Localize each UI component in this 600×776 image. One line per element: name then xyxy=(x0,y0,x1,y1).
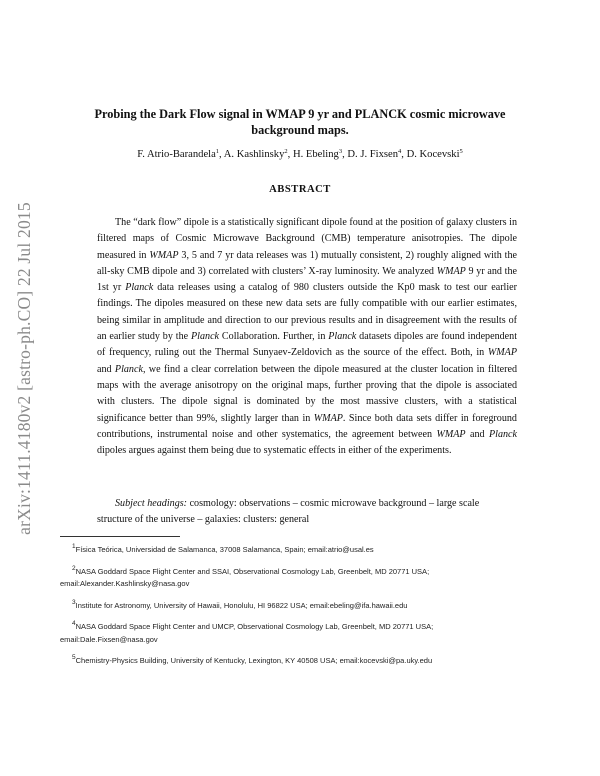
mission-name: Planck xyxy=(328,331,357,343)
footnote-mark: 5 xyxy=(72,654,76,661)
subject-headings-text: cosmology: observations – cosmic microwave background – large scale structure of the universe – galaxies: clusters: general xyxy=(97,498,480,525)
author-separator: , xyxy=(219,149,224,160)
subject-headings xyxy=(97,496,517,528)
footnote-mark: 3 xyxy=(72,598,76,606)
author-separator: , xyxy=(342,149,348,160)
author-name: D. Kocevski xyxy=(406,149,460,160)
mission-name: Planck xyxy=(191,331,220,343)
footnote xyxy=(60,566,530,591)
abstract-heading: ABSTRACT xyxy=(269,184,331,195)
author-name: A. Kashlinsky xyxy=(223,149,285,160)
abstract-segment: data releases using a catalog of 980 clusters outside the Kp0 mask to test our earlier findings. The dipoles measured on these new data sets are fully compatible with our earlier estimates, being similar in amplitude and direction to our previous results and in disagreement with the results of an earlier study by the xyxy=(97,282,518,343)
abstract-segment: 9 yr and the 1st yr xyxy=(97,265,517,294)
author-name: D. J. Fixsen xyxy=(347,149,399,160)
footnote xyxy=(60,621,530,646)
footnote-text: NASA Goddard Space Flight Center and UMCP, Observational Cosmology Lab, Greenbelt, MD 20771 USA; email:Dale.Fixsen@nasa.gov xyxy=(60,622,434,644)
mission-name: WMAP xyxy=(436,428,466,440)
mission-name: WMAP xyxy=(313,412,343,424)
author-separator: , xyxy=(401,149,407,160)
abstract-segment: . Since both data sets differ in foreground contributions, instrumental noise and other systematics, the agreement between xyxy=(97,412,517,440)
footnote-divider xyxy=(60,536,180,537)
footnote-mark: 4 xyxy=(72,620,76,627)
abstract-text xyxy=(97,215,517,459)
paper-title-line-1: Probing the Dark Flow signal in WMAP 9 yr and PLANCK cosmic microwave xyxy=(94,107,506,121)
abstract-segment: and xyxy=(465,428,489,440)
paper-title-line-2: background maps. xyxy=(251,123,349,137)
subject-headings-label: Subject headings: xyxy=(115,498,188,509)
mission-name: Planck xyxy=(114,363,143,375)
footnote xyxy=(60,544,530,557)
abstract-segment: Collaboration. Further, in xyxy=(219,331,329,343)
author-affiliation-mark: 5 xyxy=(459,148,463,155)
author-list xyxy=(60,148,540,162)
footnote-text: Física Teórica, Universidad de Salamanca, 37008 Salamanca, Spain; email:atrio@usal.es xyxy=(75,545,374,554)
abstract-segment: datasets dipoles are found independent of frequency, ruling out the Thermal Sunyaev-Zeldovich as the source of the effect. Both, in xyxy=(97,331,517,359)
author-name: F. Atrio-Barandela xyxy=(137,149,216,160)
footnote-mark: 1 xyxy=(72,543,76,550)
footnote xyxy=(60,655,530,668)
footnote-text: NASA Goddard Space Flight Center and SSAI, Observational Cosmology Lab, Greenbelt, MD 20771 USA; email:Alexander.Kashlinsky@nasa.gov xyxy=(60,566,430,588)
author-affiliation-mark: 2 xyxy=(284,148,288,155)
footnote-mark: 2 xyxy=(72,564,76,572)
paper-title xyxy=(60,106,540,138)
footnote xyxy=(60,600,530,613)
footnotes xyxy=(60,544,530,677)
mission-name: Planck xyxy=(488,428,517,440)
abstract-segment: The “dark flow” dipole is a statistically significant dipole found at the position of galaxy clusters in filtered maps of Cosmic Microwave Background (CMB) temperature anisotropies. The dipole measured in xyxy=(97,217,517,261)
mission-name: WMAP xyxy=(436,265,466,277)
abstract-segment: 3, 5 and 7 yr data releases was 1) mutually consistent, 2) roughly aligned with the all-sky CMB dipole and 3) correlated with clusters’ X-ray luminosity. We analyzed xyxy=(97,249,518,277)
author-affiliation-mark: 4 xyxy=(398,148,402,155)
arxiv-identifier-text: arXiv:1411.4180v2 [astro-ph.CO] 22 Jul 2015 xyxy=(13,201,34,535)
author-affiliation-mark: 1 xyxy=(215,148,220,155)
author-affiliation-mark: 3 xyxy=(338,148,343,155)
abstract-segment: , we find a clear correlation between the dipole measured at the cluster location in filtered maps with the average anisotropy on the original maps, further proving that the dipole is associated with clusters. The dipole signal is dominated by the most massive clusters, with a statistical significance better than 99%, slightly larger than in xyxy=(97,363,517,424)
abstract-segment: dipoles argues against them being due to systematic effects in either of the experiments. xyxy=(97,445,452,457)
footnote-text: Institute for Astronomy, University of Hawaii, Honolulu, HI 96822 USA; email:ebeling@ifa.hawaii.edu xyxy=(75,600,408,610)
author-name: H. Ebeling xyxy=(292,149,339,160)
abstract-segment: and xyxy=(97,363,115,375)
author-separator: , xyxy=(287,149,293,160)
mission-name: Planck xyxy=(125,282,154,294)
mission-name: WMAP xyxy=(149,249,179,261)
arxiv-identifier xyxy=(4,178,44,558)
footnote-text: Chemistry-Physics Building, University of Kentucky, Lexington, KY 40508 USA; email:kocevski@pa.uky.edu xyxy=(75,656,433,665)
mission-name: WMAP xyxy=(487,347,517,359)
